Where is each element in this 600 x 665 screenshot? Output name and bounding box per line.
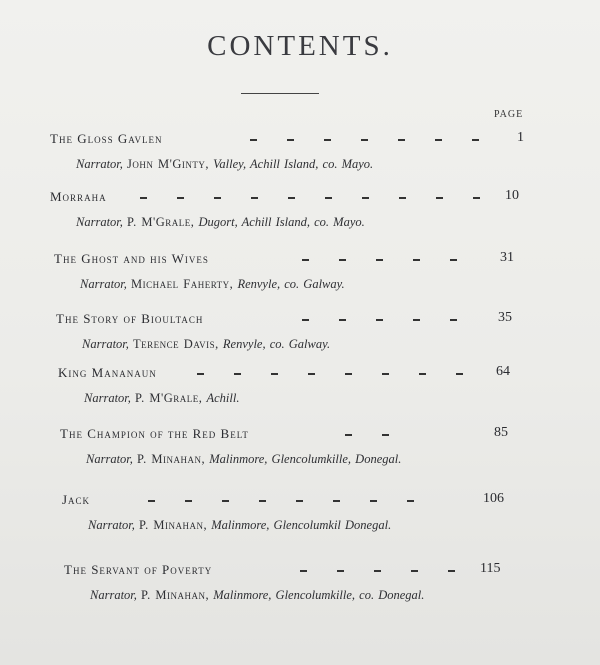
narrator-place: Renvyle, co. Galway. bbox=[222, 337, 331, 351]
narrator-place: Malinmore, Glencolumkille, Donegal. bbox=[209, 452, 402, 466]
entry-page-number: 1 bbox=[517, 130, 524, 145]
entry-page-number: 64 bbox=[496, 364, 510, 379]
dot-leader bbox=[302, 259, 482, 261]
entry-title: The Champion of the Red Belt bbox=[60, 426, 249, 441]
narrator-label: Narrator, bbox=[88, 518, 135, 532]
entry-title: Jack bbox=[62, 492, 91, 507]
narrator-place: Malinmore, Glencolumkil Donegal. bbox=[211, 518, 392, 532]
narrator-label: Narrator, bbox=[76, 157, 123, 171]
narrator-name: P. M'Grale, bbox=[135, 391, 203, 405]
dot-leader bbox=[250, 139, 488, 141]
narrator-place: Renvyle, co. Galway. bbox=[237, 277, 345, 291]
narrator-place: Achill. bbox=[206, 391, 240, 405]
contents-entry bbox=[0, 426, 600, 486]
narrator-line bbox=[88, 517, 468, 534]
narrator-label: Narrator, bbox=[76, 215, 123, 229]
entry-page-number: 115 bbox=[480, 561, 501, 576]
narrator-label: Narrator, bbox=[82, 337, 129, 351]
dot-leader bbox=[302, 319, 482, 321]
narrator-line bbox=[82, 336, 502, 353]
narrator-name: P. M'Grale, bbox=[127, 215, 195, 229]
entry-title: The Servant of Poverty bbox=[64, 562, 213, 577]
dot-leader bbox=[345, 434, 395, 436]
entry-page-number: 106 bbox=[483, 491, 504, 506]
narrator-line bbox=[86, 451, 466, 468]
narrator-name: Michael Faherty, bbox=[131, 277, 234, 291]
narrator-name: P. Minahan, bbox=[141, 588, 210, 602]
narrator-name: P. Minahan, bbox=[139, 518, 208, 532]
dot-leader bbox=[140, 197, 490, 199]
contents-entry bbox=[0, 365, 600, 425]
narrator-line bbox=[84, 390, 504, 407]
narrator-line bbox=[76, 214, 496, 231]
dot-leader bbox=[300, 570, 470, 572]
narrator-line bbox=[90, 587, 470, 604]
narrator-line bbox=[76, 156, 496, 173]
entry-title: King Mananaun bbox=[58, 365, 157, 380]
contents-entry bbox=[0, 562, 600, 622]
dot-leader bbox=[148, 500, 418, 502]
entry-page-number: 10 bbox=[505, 188, 519, 203]
narrator-label: Narrator, bbox=[90, 588, 137, 602]
narrator-label: Narrator, bbox=[80, 277, 127, 291]
contents-entry bbox=[0, 251, 600, 311]
entry-title: The Story of Bioultach bbox=[56, 311, 204, 326]
entry-title: The Ghost and his Wives bbox=[54, 251, 209, 266]
contents-entry bbox=[0, 311, 600, 371]
title-rule bbox=[241, 93, 319, 94]
narrator-place: Dugort, Achill Island, co. Mayo. bbox=[198, 215, 365, 229]
entry-page-number: 35 bbox=[498, 310, 512, 325]
contents-entry bbox=[0, 131, 600, 191]
dot-leader bbox=[197, 373, 477, 375]
page-title: CONTENTS. bbox=[207, 30, 393, 62]
narrator-name: John M'Ginty, bbox=[127, 157, 210, 171]
entry-page-number: 31 bbox=[500, 250, 514, 265]
entry-title: Morraha bbox=[50, 189, 107, 204]
narrator-line bbox=[80, 276, 500, 293]
entry-page-number: 85 bbox=[494, 425, 508, 440]
entry-title: The Gloss Gavlen bbox=[50, 131, 163, 146]
narrator-label: Narrator, bbox=[84, 391, 131, 405]
contents-entry bbox=[0, 492, 600, 552]
page-column-header: PAGE bbox=[494, 109, 524, 120]
narrator-place: Malinmore, Glencolumkille, co. Donegal. bbox=[213, 588, 425, 602]
contents-entry bbox=[0, 189, 600, 249]
narrator-name: P. Minahan, bbox=[137, 452, 206, 466]
narrator-name: Terence Davis, bbox=[133, 337, 219, 351]
narrator-place: Valley, Achill Island, co. Mayo. bbox=[213, 157, 374, 171]
narrator-label: Narrator, bbox=[86, 452, 133, 466]
